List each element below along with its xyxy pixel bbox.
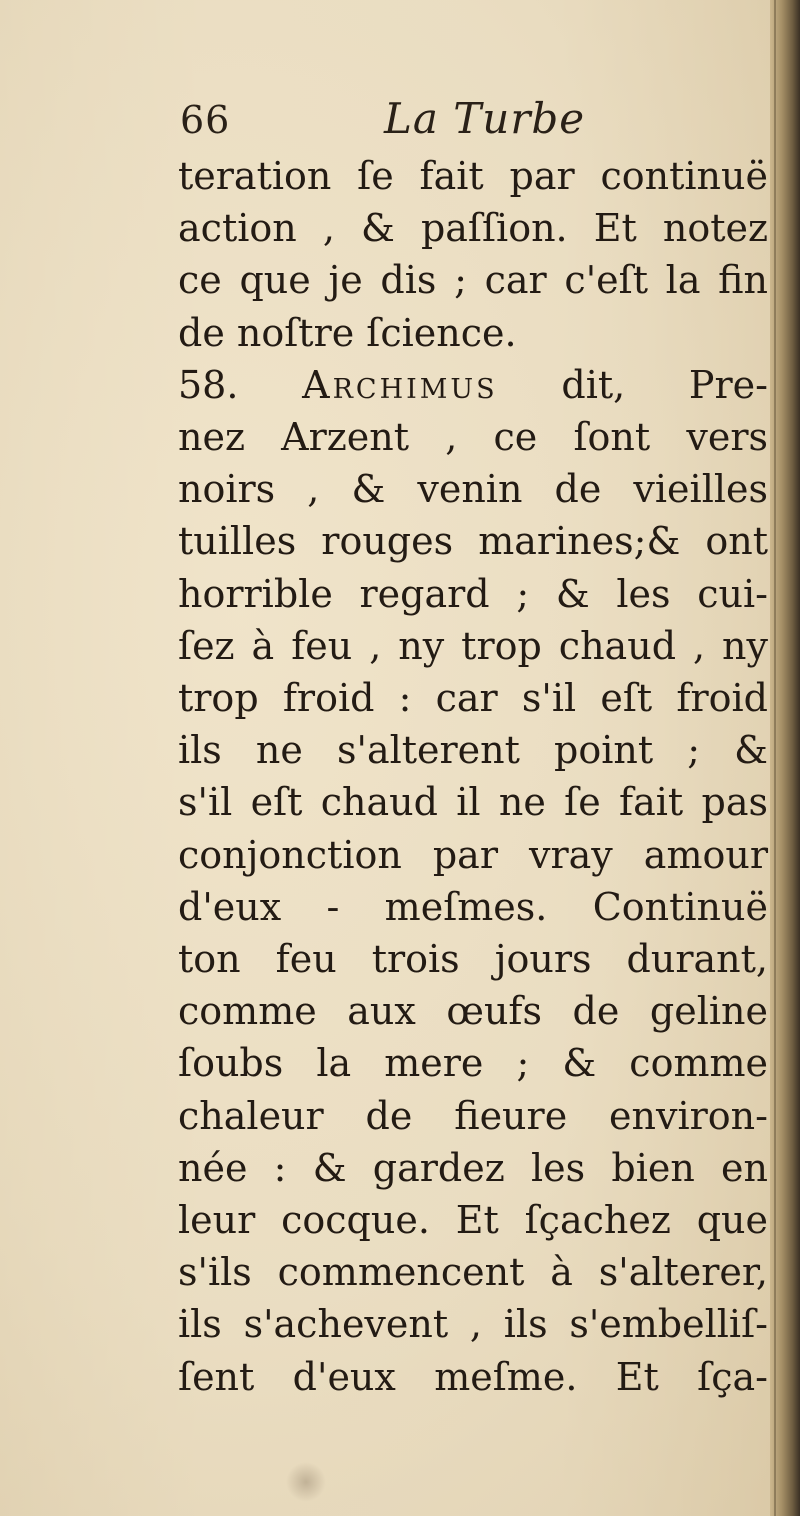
text-line: chaleur de fieure environ- <box>178 1093 768 1138</box>
text-line: ce que je dis ; car c'eſt la fin <box>178 258 768 303</box>
text-line: action , & paſſion. Et notez <box>178 206 768 251</box>
text-line: ſez à feu , ny trop chaud , ny <box>178 623 768 668</box>
text-line: leur cocque. Et ſçachez que <box>178 1198 768 1243</box>
text-line: conjonction par vray amour <box>178 832 768 877</box>
text-line: nez Arzent , ce ſont vers <box>178 415 768 460</box>
text-line: teration ſe fait par continuë <box>178 154 768 198</box>
text-line: ils ne s'alterent point ; & <box>178 728 768 773</box>
text-line: s'ils commencent à s'alterer, <box>178 1250 768 1295</box>
speaker-name: Archimus <box>302 362 498 407</box>
text-line: de noſtre ſcience. <box>178 310 517 355</box>
running-title: La Turbe <box>384 94 586 143</box>
text-line-archimus <box>178 359 768 411</box>
text-line: ton feu trois jours durant, <box>178 937 768 982</box>
text-line: tuilles rouges marines;& ont <box>178 519 768 564</box>
body-text <box>178 150 768 1403</box>
page-number: 66 <box>180 98 231 142</box>
text-line: noirs , & venin de vieilles <box>178 467 768 512</box>
text-line: trop froid : car s'il eſt froid <box>178 676 768 721</box>
text-line: née : & gardez les bien en <box>178 1145 768 1190</box>
text-line: comme aux œufs de geline <box>178 989 768 1034</box>
text-line: s'il eſt chaud il ne ſe fait pas <box>178 780 768 825</box>
gutter-line <box>774 0 776 1516</box>
paragraph-number: 58. <box>178 362 303 407</box>
speaker-line-rest: dit, Pre- <box>497 362 768 407</box>
text-line: ils s'achevent , ils s'embelliſ- <box>178 1302 768 1347</box>
ink-smudge <box>286 1462 326 1502</box>
text-line: horrible regard ; & les cui- <box>178 571 768 616</box>
page-header <box>180 92 760 152</box>
text-line: ſent d'eux meſme. Et ſça- <box>178 1354 768 1399</box>
text-line: ſoubs la mere ; & comme <box>178 1041 768 1086</box>
text-line: d'eux - meſmes. Continuë <box>178 884 768 929</box>
